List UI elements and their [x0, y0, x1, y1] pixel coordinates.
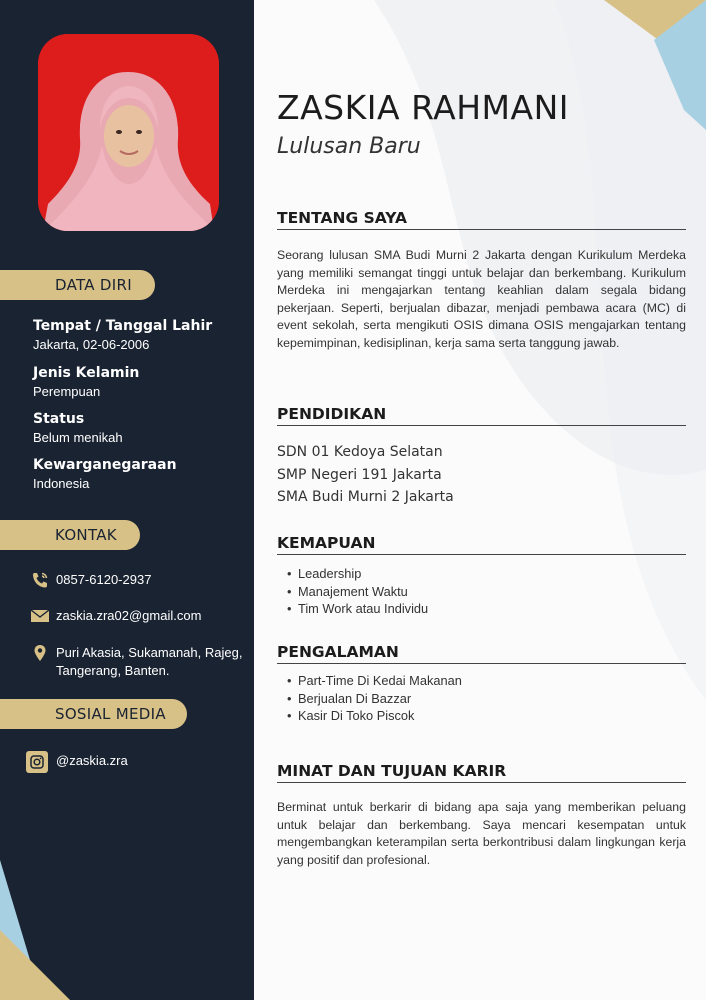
email-text[interactable]: zaskia.zra02@gmail.com — [56, 608, 202, 623]
education-item: SDN 01 Kedoya Selatan — [277, 444, 443, 460]
sidebar-decoration — [0, 840, 254, 1000]
minat-text: Berminat untuk berkarir di bidang apa saja yang memberikan peluang untuk belajar dan berkembang. Saya mencari kesempatan untuk mengembangkan keterampilan serta berkontribusi dalam lingkungan kerja yang positif dan profesional. — [277, 800, 686, 867]
info-value: Perempuan — [33, 384, 101, 399]
info-label: Status — [33, 411, 85, 427]
candidate-name: ZASKIA RAHMANI — [277, 88, 570, 127]
email-icon — [30, 607, 50, 625]
address-line-2: Tangerang, Banten. — [56, 663, 170, 678]
skill-item: • Tim Work atau Individu — [287, 600, 428, 618]
contact-instagram — [26, 751, 246, 773]
info-label: Kewarganegaraan — [33, 457, 177, 473]
kemampuan-heading: KEMAPUAN — [277, 534, 686, 555]
info-label: Jenis Kelamin — [33, 365, 140, 381]
phone-text[interactable]: 0857-6120-2937 — [56, 572, 152, 587]
info-value: Indonesia — [33, 476, 90, 491]
info-status — [33, 411, 248, 445]
experience-item: • Part-Time Di Kedai Makanan — [287, 672, 462, 690]
pengalaman-list — [287, 672, 462, 725]
instagram-handle[interactable]: @zaskia.zra — [56, 753, 128, 768]
info-birth — [33, 318, 248, 352]
location-icon — [30, 644, 50, 662]
instagram-icon — [26, 751, 48, 773]
kontak-heading: KONTAK — [0, 520, 140, 550]
info-nationality — [33, 457, 248, 491]
candidate-role: Lulusan Baru — [277, 134, 421, 159]
pendidikan-list — [277, 441, 454, 509]
profile-photo — [38, 34, 219, 231]
contact-address — [30, 644, 250, 680]
pendidikan-heading: PENDIDIKAN — [277, 405, 686, 426]
skill-item: • Leadership — [287, 565, 428, 583]
education-item: SMA Budi Murni 2 Jakarta — [277, 489, 454, 505]
info-value: Belum menikah — [33, 430, 123, 445]
phone-icon — [30, 571, 50, 589]
tentang-saya-heading: TENTANG SAYA — [277, 209, 686, 230]
main-content — [277, 0, 686, 1000]
kemampuan-list — [287, 565, 428, 618]
info-label: Tempat / Tanggal Lahir — [33, 318, 213, 334]
contact-email — [30, 607, 250, 625]
info-gender — [33, 365, 248, 399]
sosial-media-heading: SOSIAL MEDIA — [0, 699, 187, 729]
experience-item: • Kasir Di Toko Piscok — [287, 707, 462, 725]
address-line-1: Puri Akasia, Sukamanah, Rajeg, — [56, 645, 243, 660]
minat-heading: MINAT DAN TUJUAN KARIR — [277, 762, 686, 783]
data-diri-heading: DATA DIRI — [0, 270, 155, 300]
info-value: Jakarta, 02-06-2006 — [33, 337, 150, 352]
profile-photo-illustration — [38, 34, 219, 231]
skill-item: • Manajement Waktu — [287, 583, 428, 601]
experience-item: • Berjualan Di Bazzar — [287, 690, 462, 708]
sidebar — [0, 0, 254, 1000]
tentang-saya-text: Seorang lulusan SMA Budi Murni 2 Jakarta dengan Kurikulum Merdeka yang memiliki semangat tinggi untuk belajar dan berkembang. Kurikulum Merdeka ini mengajarkan tentang keahlian dalam segala bidang pekerjaan. Seperti, berjualan dibazar, menjadi pembawa acara (MC) di event sekolah, serta mengikuti OSIS dimana OSIS mengajarkan tentang kepemimpinan, kedisiplinan, kerja sama serta tanggung jawab. — [277, 248, 686, 350]
pengalaman-heading: PENGALAMAN — [277, 643, 686, 664]
address-text — [56, 644, 242, 680]
education-item: SMP Negeri 191 Jakarta — [277, 466, 442, 483]
contact-phone — [30, 571, 250, 589]
